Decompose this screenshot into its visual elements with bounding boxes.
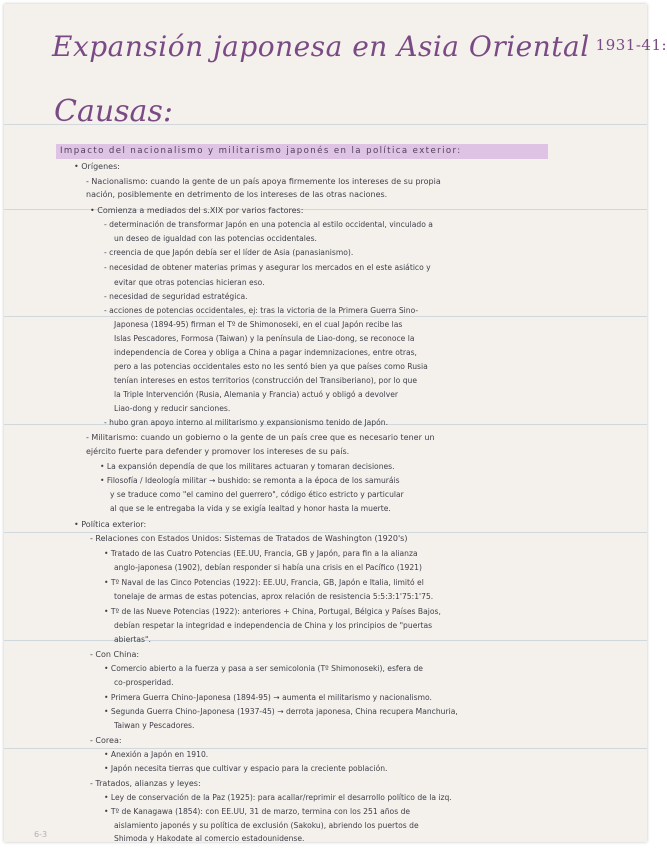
note-line: - creencia de que Japón debía ser el líder de Asia (panasianismo). xyxy=(104,248,354,257)
note-line: evitar que otras potencias hicieran eso. xyxy=(114,278,265,287)
note-line: y se traduce como "el camino del guerrero", código ético estricto y particular xyxy=(110,490,404,499)
note-line: • Segunda Guerra Chino-Japonesa (1937-45) → derrota japonesa, China recupera Manchuria, xyxy=(104,707,458,716)
ruled-line xyxy=(4,316,647,317)
note-line: - Nacionalismo: cuando la gente de un país apoya firmemente los intereses de su propia xyxy=(86,177,441,186)
note-line: • Orígenes: xyxy=(74,162,120,171)
note-line: - Con China: xyxy=(90,650,140,659)
note-line: • Japón necesita tierras que cultivar y espacio para la creciente población. xyxy=(104,764,388,773)
note-line: • Tratado de las Cuatro Potencias (EE.UU, Francia, GB y Japón, para fin a la alianza xyxy=(104,549,418,558)
note-line: un deseo de igualdad con las potencias occidentales. xyxy=(114,234,317,243)
note-line: Shimoda y Hakodate al comercio estadounidense. xyxy=(114,834,305,843)
note-line: Taiwan y Pescadores. xyxy=(114,721,195,730)
note-line: • Ley de conservación de la Paz (1925): para acallar/reprimir el desarrollo político de la izq. xyxy=(104,793,452,802)
note-line: Japonesa (1894-95) firman el Tº de Shimonoseki, en el cual Japón recibe las xyxy=(114,320,403,329)
note-line: • Filosofía / Ideología militar → bushido: se remonta a la época de los samuráis xyxy=(100,476,400,485)
note-line: Liao-dong y reducir sanciones. xyxy=(114,404,231,413)
ruled-line xyxy=(4,640,647,641)
page-number: 6-3 xyxy=(34,830,48,839)
page-title xyxy=(52,30,667,63)
section-title: Causas: xyxy=(54,94,173,129)
note-line: debían respetar la integridad e independencia de China y los principios de "puertas xyxy=(114,621,433,630)
note-line: - hubo gran apoyo interno al militarismo y expansionismo tenido de Japón. xyxy=(104,418,388,427)
note-line: • Comienza a mediados del s.XIX por varios factores: xyxy=(90,206,304,215)
note-line: - necesidad de seguridad estratégica. xyxy=(104,292,248,301)
note-line: - Militarismo: cuando un gobierno o la gente de un país cree que es necesario tener un xyxy=(86,433,435,442)
note-line: co-prosperidad. xyxy=(114,678,174,687)
note-line: - acciones de potencias occidentales, ej: tras la victoria de la Primera Guerra Sino- xyxy=(104,306,419,315)
note-line: nación, posiblemente en detrimento de los intereses de las otras naciones. xyxy=(86,190,388,199)
note-line: • Tº Naval de las Cinco Potencias (1922): EE.UU, Francia, GB, Japón e Italia, limitó el xyxy=(104,578,424,587)
note-line: - Relaciones con Estados Unidos: Sistemas de Tratados de Washington (1920's) xyxy=(90,534,408,543)
note-line: • Tº de Kanagawa (1854): con EE.UU, 31 de marzo, termina con los 251 años de xyxy=(104,807,411,816)
note-line: abiertas". xyxy=(114,635,151,644)
ruled-line xyxy=(4,748,647,749)
note-line: - Tratados, alianzas y leyes: xyxy=(90,779,201,788)
note-line: pero a las potencias occidentales esto no les sentó bien ya que países como Rusia xyxy=(114,362,428,371)
note-line: tonelaje de armas de estas potencias, aprox relación de resistencia 5:5:3:1'75:1'75. xyxy=(114,592,434,601)
title-years: 1931-41: xyxy=(595,36,667,54)
title-text: Expansión japonesa en Asia Oriental xyxy=(52,30,590,63)
note-line: • La expansión dependía de que los militares actuaran y tomaran decisiones. xyxy=(100,462,395,471)
note-line: independencia de Corea y obliga a China a pagar indemnizaciones, entre otras, xyxy=(114,348,417,357)
note-line: tenían intereses en estos territorios (construcción del Transiberiano), por lo que xyxy=(114,376,418,385)
note-line: ejército fuerte para defender y promover los intereses de su país. xyxy=(86,447,350,456)
note-line: aislamiento japonés y su política de exclusión (Sakoku), abriendo los puertos de xyxy=(114,821,419,830)
note-line: • Primera Guerra Chino-Japonesa (1894-95) → aumenta el militarismo y nacionalismo. xyxy=(104,693,432,702)
note-line: - determinación de transformar Japón en una potencia al estilo occidental, vinculado a xyxy=(104,220,433,229)
note-line: la Triple Intervención (Rusia, Alemania y Francia) actuó y obligó a devolver xyxy=(114,390,399,399)
note-line: - Corea: xyxy=(90,736,122,745)
note-line: Islas Pescadores, Formosa (Taiwan) y la península de Liao-dong, se reconoce la xyxy=(114,334,415,343)
notebook-page xyxy=(4,4,667,843)
note-line: anglo-japonesa (1902), debían responder si había una crisis en el Pacífico (1921) xyxy=(114,563,422,572)
note-line: • Tº de las Nueve Potencias (1922): anteriores + China, Portugal, Bélgica y Países Bajos, xyxy=(104,607,441,616)
note-line: - necesidad de obtener materias primas y asegurar los mercados en el este asiático y xyxy=(104,263,431,272)
note-line: • Política exterior: xyxy=(74,520,147,529)
note-line: • Comercio abierto a la fuerza y pasa a ser semicolonia (Tº Shimonoseki), esfera de xyxy=(104,664,423,673)
note-line: al que se le entregaba la vida y se exigía lealtad y honor hasta la muerte. xyxy=(110,504,391,513)
note-line: • Anexión a Japón en 1910. xyxy=(104,750,209,759)
highlighted-heading: Impacto del nacionalismo y militarismo japonés en la política exterior: xyxy=(56,144,548,159)
